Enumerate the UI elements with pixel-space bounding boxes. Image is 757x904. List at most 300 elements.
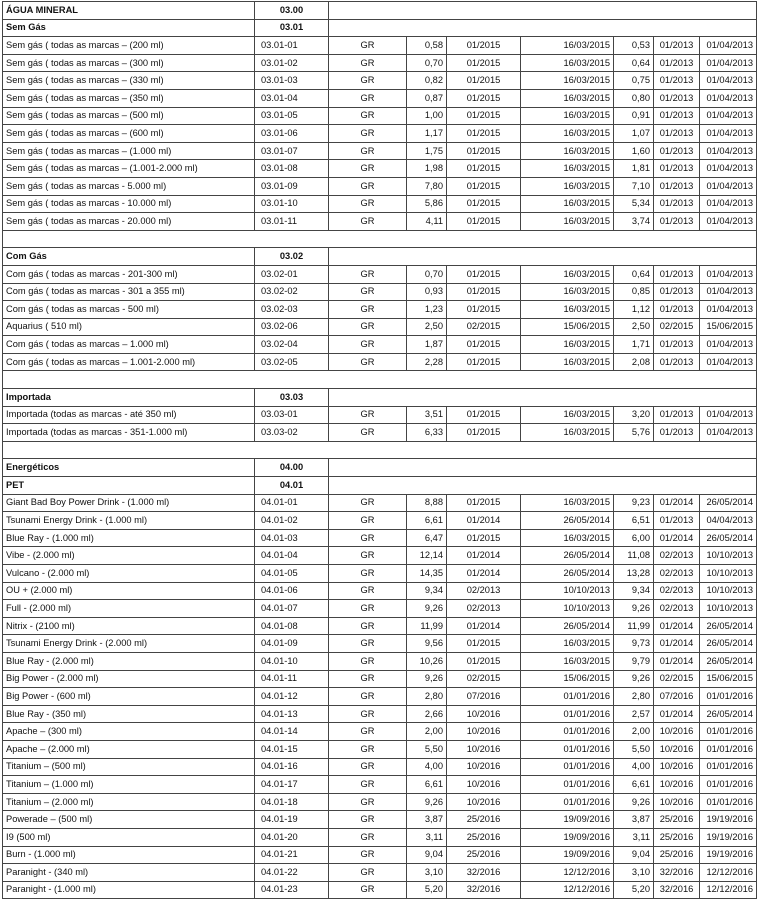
effective-date: 16/03/2015 [521,177,614,195]
previous-period: 01/2013 [654,177,700,195]
table-row [3,529,757,547]
effective-date: 16/03/2015 [521,336,614,354]
product-code: 04.01-02 [255,512,329,530]
previous-date: 01/04/2013 [700,72,757,90]
product-code: 03.01-05 [255,107,329,125]
table-row [3,740,757,758]
previous-period: 01/2014 [654,494,700,512]
product-name: Com gás ( todas as marcas - 201-300 ml) [3,265,255,283]
product-name: Apache – (2.000 ml) [3,740,255,758]
previous-period: 01/2014 [654,705,700,723]
price: 1,87 [407,336,447,354]
price: 6,61 [407,512,447,530]
unit: GR [329,89,407,107]
price: 5,20 [407,881,447,899]
previous-period: 10/2016 [654,793,700,811]
previous-period: 01/2014 [654,529,700,547]
unit: GR [329,652,407,670]
unit: GR [329,705,407,723]
price: 9,26 [407,793,447,811]
price: 6,47 [407,529,447,547]
product-name: Sem gás ( todas as marcas – (1.000 ml) [3,142,255,160]
price: 14,35 [407,565,447,583]
product-code: 04.01-22 [255,864,329,882]
product-name: Big Power - (600 ml) [3,688,255,706]
ref-period: 01/2015 [447,160,521,178]
previous-price: 9,79 [614,652,654,670]
effective-date: 15/06/2015 [521,318,614,336]
previous-period: 01/2013 [654,142,700,160]
previous-price: 9,73 [614,635,654,653]
previous-date: 01/01/2016 [700,723,757,741]
price: 1,23 [407,301,447,319]
table-row [3,758,757,776]
previous-date: 01/04/2013 [700,353,757,371]
table-row [3,72,757,90]
previous-date: 01/04/2013 [700,89,757,107]
unit: GR [329,195,407,213]
previous-period: 01/2013 [654,353,700,371]
price: 4,00 [407,758,447,776]
previous-period: 01/2014 [654,635,700,653]
previous-date: 01/04/2013 [700,195,757,213]
previous-price: 1,81 [614,160,654,178]
effective-date: 01/01/2016 [521,705,614,723]
unit: GR [329,336,407,354]
unit: GR [329,54,407,72]
product-code: 04.01-20 [255,828,329,846]
previous-price: 2,57 [614,705,654,723]
table-row [3,864,757,882]
ref-period: 01/2015 [447,195,521,213]
table-row [3,881,757,899]
effective-date: 01/01/2016 [521,723,614,741]
unit: GR [329,107,407,125]
previous-price: 5,34 [614,195,654,213]
product-name: Nitrix - (2100 ml) [3,617,255,635]
section-code: 03.01 [255,19,329,37]
product-code: 04.01-23 [255,881,329,899]
previous-date: 10/10/2013 [700,600,757,618]
previous-price: 1,12 [614,301,654,319]
product-name: Com gás ( todas as marcas – 1.001-2.000 ml) [3,353,255,371]
previous-period: 02/2013 [654,582,700,600]
previous-date: 15/06/2015 [700,670,757,688]
blank-cell [3,441,757,459]
previous-period: 25/2016 [654,828,700,846]
price: 9,56 [407,635,447,653]
price: 1,00 [407,107,447,125]
table-row [3,37,757,55]
unit: GR [329,828,407,846]
price: 0,87 [407,89,447,107]
table-row [3,793,757,811]
previous-price: 9,26 [614,670,654,688]
effective-date: 16/03/2015 [521,652,614,670]
previous-price: 11,08 [614,547,654,565]
ref-period: 02/2013 [447,582,521,600]
effective-date: 19/09/2016 [521,811,614,829]
table-row [3,688,757,706]
section-code: 04.00 [255,459,329,477]
previous-date: 01/04/2013 [700,283,757,301]
ref-period: 02/2015 [447,318,521,336]
previous-period: 01/2013 [654,265,700,283]
effective-date: 16/03/2015 [521,89,614,107]
product-name: Vibe - (2.000 ml) [3,547,255,565]
ref-period: 10/2016 [447,705,521,723]
product-code: 03.01-11 [255,213,329,231]
effective-date: 26/05/2014 [521,565,614,583]
table-row [3,89,757,107]
price: 1,75 [407,142,447,160]
product-code: 04.01-08 [255,617,329,635]
ref-period: 01/2015 [447,125,521,143]
ref-period: 01/2015 [447,37,521,55]
ref-period: 07/2016 [447,688,521,706]
previous-date: 01/01/2016 [700,776,757,794]
price: 3,87 [407,811,447,829]
ref-period: 10/2016 [447,793,521,811]
effective-date: 16/03/2015 [521,37,614,55]
price: 11,99 [407,617,447,635]
section-spacer [329,477,757,495]
product-name: Sem gás ( todas as marcas - 10.000 ml) [3,195,255,213]
price: 12,14 [407,547,447,565]
previous-date: 26/05/2014 [700,652,757,670]
previous-price: 11,99 [614,617,654,635]
product-code: 04.01-17 [255,776,329,794]
unit: GR [329,283,407,301]
unit: GR [329,688,407,706]
price: 1,98 [407,160,447,178]
previous-date: 10/10/2013 [700,582,757,600]
ref-period: 32/2016 [447,864,521,882]
product-name: Blue Ray - (2.000 ml) [3,652,255,670]
ref-period: 01/2015 [447,494,521,512]
unit: GR [329,494,407,512]
ref-period: 01/2015 [447,54,521,72]
product-name: Com gás ( todas as marcas - 301 a 355 ml) [3,283,255,301]
previous-date: 01/04/2013 [700,54,757,72]
previous-price: 9,23 [614,494,654,512]
previous-date: 10/10/2013 [700,565,757,583]
previous-price: 3,20 [614,406,654,424]
previous-date: 01/04/2013 [700,125,757,143]
previous-price: 9,26 [614,600,654,618]
ref-period: 01/2015 [447,424,521,442]
previous-period: 01/2013 [654,301,700,319]
unit: GR [329,125,407,143]
unit: GR [329,864,407,882]
ref-period: 10/2016 [447,723,521,741]
ref-period: 10/2016 [447,740,521,758]
effective-date: 16/03/2015 [521,635,614,653]
price: 5,50 [407,740,447,758]
effective-date: 16/03/2015 [521,353,614,371]
product-code: 03.03-01 [255,406,329,424]
product-code: 03.01-10 [255,195,329,213]
product-name: Vulcano - (2.000 ml) [3,565,255,583]
previous-period: 32/2016 [654,864,700,882]
previous-period: 10/2016 [654,758,700,776]
previous-date: 01/01/2016 [700,740,757,758]
section-spacer [329,19,757,37]
effective-date: 16/03/2015 [521,301,614,319]
price: 2,28 [407,353,447,371]
table-row [3,723,757,741]
effective-date: 15/06/2015 [521,670,614,688]
previous-period: 32/2016 [654,881,700,899]
previous-period: 25/2016 [654,846,700,864]
section-title: Sem Gás [3,19,255,37]
section-code: 03.02 [255,248,329,266]
price: 2,50 [407,318,447,336]
table-row [3,336,757,354]
previous-period: 01/2013 [654,283,700,301]
previous-price: 4,00 [614,758,654,776]
unit: GR [329,529,407,547]
previous-date: 19/19/2016 [700,828,757,846]
previous-date: 26/05/2014 [700,705,757,723]
previous-period: 25/2016 [654,811,700,829]
product-code: 04.01-16 [255,758,329,776]
previous-price: 3,74 [614,213,654,231]
previous-period: 02/2013 [654,547,700,565]
effective-date: 16/03/2015 [521,107,614,125]
product-name: Titanium – (2.000 ml) [3,793,255,811]
ref-period: 01/2015 [447,406,521,424]
previous-date: 01/04/2013 [700,213,757,231]
table-row [3,846,757,864]
section-header-row [3,459,757,477]
price: 2,00 [407,723,447,741]
table-row [3,318,757,336]
previous-date: 01/04/2013 [700,37,757,55]
product-code: 03.01-09 [255,177,329,195]
section-title: PET [3,477,255,495]
product-code: 04.01-15 [255,740,329,758]
product-name: Full - (2.000 ml) [3,600,255,618]
price-table [2,1,757,899]
previous-price: 1,71 [614,336,654,354]
previous-price: 0,53 [614,37,654,55]
effective-date: 10/10/2013 [521,600,614,618]
effective-date: 16/03/2015 [521,72,614,90]
product-name: Sem gás ( todas as marcas – (600 ml) [3,125,255,143]
previous-date: 01/04/2013 [700,424,757,442]
price: 0,70 [407,265,447,283]
previous-price: 3,10 [614,864,654,882]
unit: GR [329,740,407,758]
price: 3,11 [407,828,447,846]
previous-period: 01/2013 [654,195,700,213]
table-row [3,195,757,213]
product-code: 04.01-06 [255,582,329,600]
effective-date: 10/10/2013 [521,582,614,600]
previous-date: 12/12/2016 [700,864,757,882]
blank-cell [3,371,757,389]
unit: GR [329,881,407,899]
ref-period: 01/2015 [447,89,521,107]
effective-date: 16/03/2015 [521,283,614,301]
unit: GR [329,793,407,811]
previous-period: 02/2013 [654,600,700,618]
effective-date: 19/09/2016 [521,828,614,846]
ref-period: 01/2015 [447,177,521,195]
previous-date: 01/04/2013 [700,177,757,195]
product-name: Apache – (300 ml) [3,723,255,741]
unit: GR [329,142,407,160]
unit: GR [329,547,407,565]
product-name: Importada (todas as marcas - 351-1.000 ml) [3,424,255,442]
ref-period: 01/2015 [447,72,521,90]
section-code: 04.01 [255,477,329,495]
ref-period: 25/2016 [447,846,521,864]
unit: GR [329,670,407,688]
price: 2,80 [407,688,447,706]
section-header-row [3,477,757,495]
table-row [3,406,757,424]
product-name: Titanium – (500 ml) [3,758,255,776]
ref-period: 01/2015 [447,652,521,670]
ref-period: 10/2016 [447,776,521,794]
price: 7,80 [407,177,447,195]
product-name: Importada (todas as marcas - até 350 ml) [3,406,255,424]
previous-period: 01/2013 [654,125,700,143]
product-code: 03.01-02 [255,54,329,72]
table-row [3,582,757,600]
previous-date: 12/12/2016 [700,881,757,899]
previous-date: 04/04/2013 [700,512,757,530]
table-row [3,160,757,178]
previous-period: 01/2013 [654,406,700,424]
effective-date: 26/05/2014 [521,512,614,530]
section-header-row [3,248,757,266]
previous-date: 26/05/2014 [700,494,757,512]
effective-date: 01/01/2016 [521,793,614,811]
table-row [3,213,757,231]
effective-date: 12/12/2016 [521,864,614,882]
previous-date: 01/01/2016 [700,793,757,811]
product-code: 04.01-07 [255,600,329,618]
effective-date: 01/01/2016 [521,776,614,794]
previous-date: 01/04/2013 [700,160,757,178]
previous-period: 01/2013 [654,160,700,178]
effective-date: 16/03/2015 [521,494,614,512]
product-code: 04.01-09 [255,635,329,653]
ref-period: 01/2015 [447,336,521,354]
product-name: Burn - (1.000 ml) [3,846,255,864]
effective-date: 26/05/2014 [521,547,614,565]
product-code: 03.02-02 [255,283,329,301]
price: 9,26 [407,600,447,618]
previous-date: 01/04/2013 [700,107,757,125]
previous-period: 02/2013 [654,565,700,583]
ref-period: 01/2014 [447,617,521,635]
unit: GR [329,617,407,635]
previous-price: 2,00 [614,723,654,741]
table-row [3,617,757,635]
product-name: I9 (500 ml) [3,828,255,846]
previous-date: 01/04/2013 [700,142,757,160]
price: 2,66 [407,705,447,723]
previous-price: 5,20 [614,881,654,899]
previous-price: 2,08 [614,353,654,371]
price: 6,33 [407,424,447,442]
table-row [3,635,757,653]
previous-date: 26/05/2014 [700,635,757,653]
unit: GR [329,600,407,618]
previous-date: 01/04/2013 [700,301,757,319]
product-name: Titanium – (1.000 ml) [3,776,255,794]
blank-row [3,230,757,248]
previous-price: 5,76 [614,424,654,442]
previous-date: 19/19/2016 [700,846,757,864]
effective-date: 16/03/2015 [521,125,614,143]
product-name: Sem gás ( todas as marcas – (330 ml) [3,72,255,90]
unit: GR [329,811,407,829]
previous-price: 0,80 [614,89,654,107]
ref-period: 25/2016 [447,828,521,846]
table-row [3,600,757,618]
previous-date: 19/19/2016 [700,811,757,829]
previous-period: 10/2016 [654,776,700,794]
unit: GR [329,582,407,600]
product-code: 03.03-02 [255,424,329,442]
ref-period: 01/2014 [447,547,521,565]
previous-date: 01/01/2016 [700,688,757,706]
price: 0,93 [407,283,447,301]
product-code: 04.01-04 [255,547,329,565]
product-code: 04.01-14 [255,723,329,741]
price: 0,70 [407,54,447,72]
product-name: Sem gás ( todas as marcas – (1.001-2.000 ml) [3,160,255,178]
effective-date: 01/01/2016 [521,688,614,706]
ref-period: 01/2014 [447,565,521,583]
previous-period: 07/2016 [654,688,700,706]
price: 4,11 [407,213,447,231]
product-code: 04.01-12 [255,688,329,706]
table-row [3,125,757,143]
product-code: 04.01-11 [255,670,329,688]
section-header-row [3,389,757,407]
product-code: 04.01-21 [255,846,329,864]
table-row [3,547,757,565]
product-name: Big Power - (2.000 ml) [3,670,255,688]
product-name: Giant Bad Boy Power Drink - (1.000 ml) [3,494,255,512]
blank-row [3,371,757,389]
ref-period: 01/2015 [447,107,521,125]
table-row [3,283,757,301]
product-name: Sem gás ( todas as marcas - 5.000 ml) [3,177,255,195]
product-name: Sem gás ( todas as marcas – (350 ml) [3,89,255,107]
ref-period: 01/2015 [447,142,521,160]
previous-price: 1,07 [614,125,654,143]
previous-period: 02/2015 [654,318,700,336]
unit: GR [329,265,407,283]
product-code: 03.01-07 [255,142,329,160]
product-code: 03.02-03 [255,301,329,319]
previous-price: 9,34 [614,582,654,600]
section-header-row [3,2,757,20]
product-name: Paranight - (340 ml) [3,864,255,882]
previous-price: 9,26 [614,793,654,811]
previous-period: 01/2013 [654,424,700,442]
product-code: 03.02-05 [255,353,329,371]
price: 5,86 [407,195,447,213]
previous-period: 01/2013 [654,54,700,72]
